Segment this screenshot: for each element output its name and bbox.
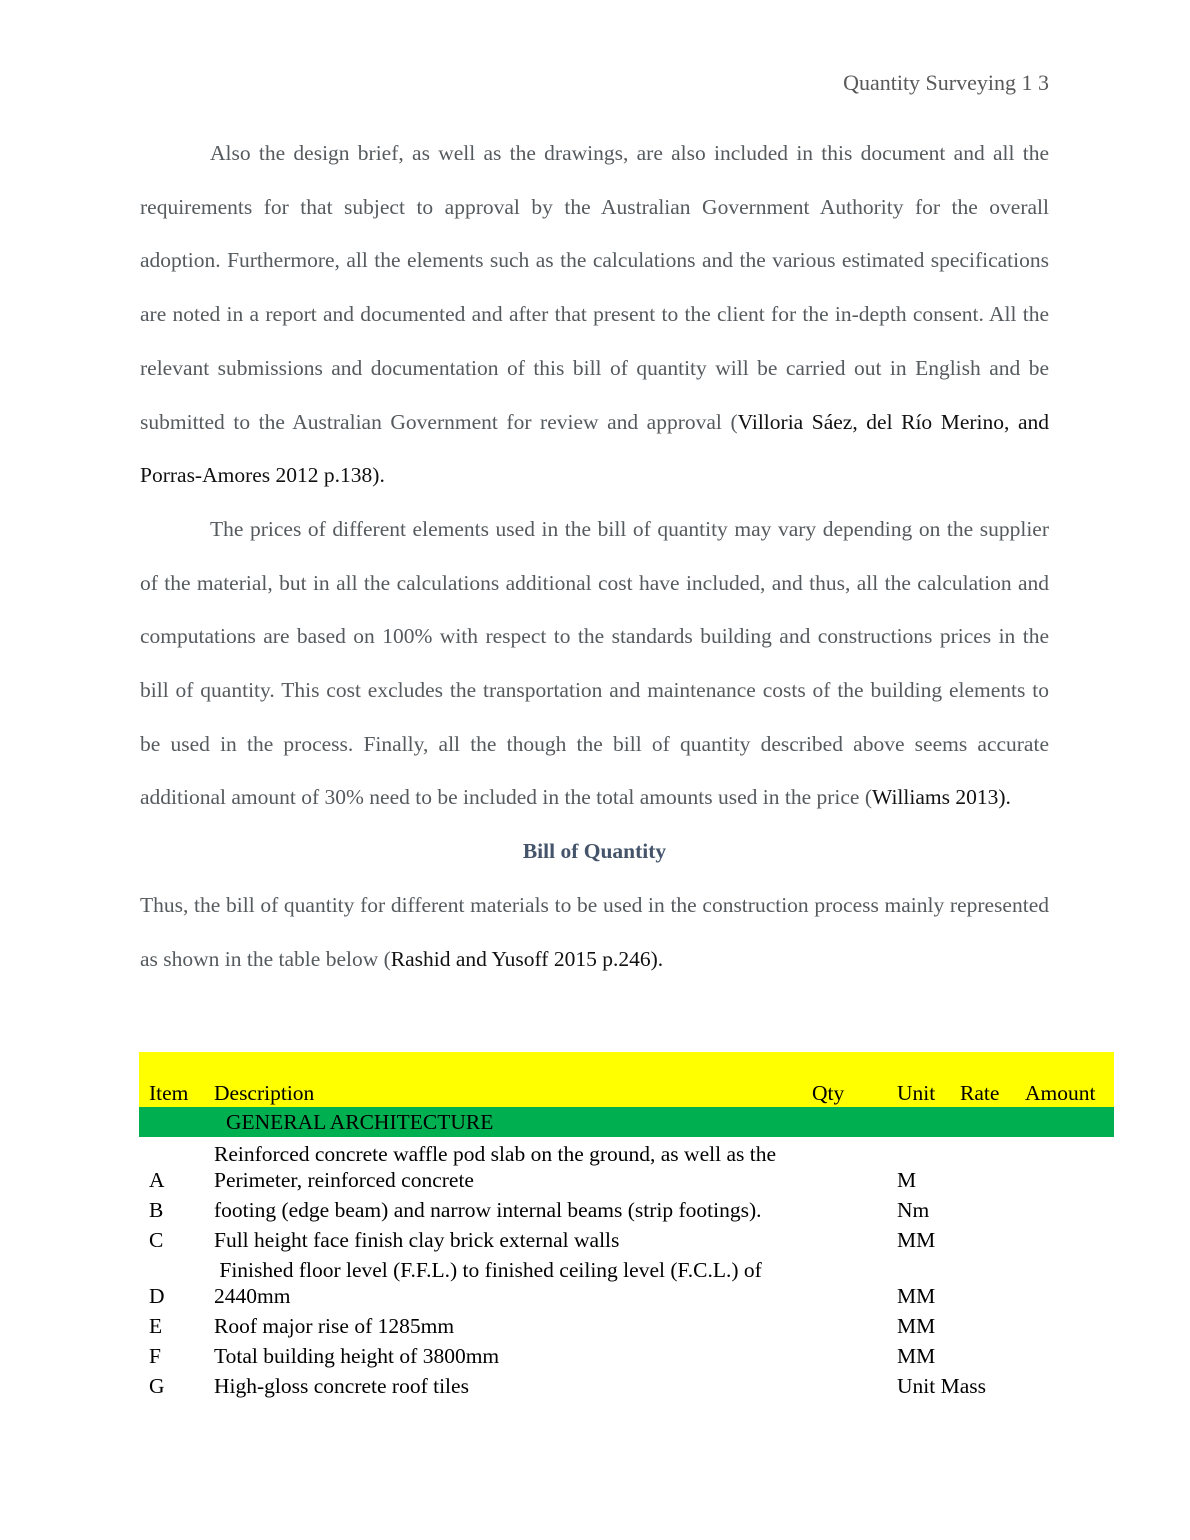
table-header-row	[139, 1052, 1114, 1107]
description-cell: Full height face finish clay brick external walls	[214, 1228, 620, 1252]
citation-3: Rashid and Yusoff 2015 p.246).	[390, 946, 664, 971]
item-cell: F	[149, 1344, 161, 1368]
header-item: Item	[139, 1052, 204, 1107]
header-description: Description	[204, 1052, 802, 1107]
unit-cell: MM	[897, 1228, 936, 1252]
unit-cell: MM	[897, 1344, 936, 1368]
table-row	[139, 1137, 1114, 1193]
description-line: Reinforced concrete waffle pod slab on the ground, as well as the	[214, 1142, 776, 1166]
unit-cell: Unit Mass	[897, 1374, 986, 1398]
description-cell	[204, 1253, 802, 1309]
unit-cell: M	[897, 1168, 917, 1192]
bill-of-quantity-table	[139, 1052, 1114, 1399]
description-line: Perimeter, reinforced concrete	[214, 1168, 474, 1192]
page-header: Quantity Surveying 1 3	[843, 70, 1049, 95]
header-amount: Amount	[1015, 1052, 1114, 1107]
qty-cell	[802, 1369, 887, 1399]
qty-cell	[802, 1339, 887, 1369]
table-row	[139, 1309, 1114, 1339]
section-row	[139, 1107, 1114, 1137]
description-cell: High-gloss concrete roof tiles	[214, 1374, 469, 1398]
item-cell: D	[149, 1284, 165, 1308]
citation-1: Villoria Sáez, del Río Merino, and Porras-Amores 2012 p.138).	[140, 409, 1049, 488]
table-row	[139, 1193, 1114, 1223]
body-text	[140, 127, 1049, 986]
header-unit: Unit	[887, 1052, 950, 1107]
qty-cell	[802, 1309, 887, 1339]
paragraph-2-text: The prices of different elements used in the bill of quantity may vary depending on the supplier of the material, but in all the calculations additional cost have included, and thus, all the calculation and computations are based on 100% with respect to the standards building and constructions prices in the bill of quantity. This cost excludes the transportation and maintenance costs of the building elements to be used in the process. Finally, all the though the bill of quantity described above seems accurate additional amount of 30% need to be included in the total amounts used in the price (	[140, 516, 1049, 810]
citation-2: Williams 2013).	[872, 785, 1011, 810]
header-qty: Qty	[802, 1052, 887, 1107]
header-rate: Rate	[950, 1052, 1015, 1107]
unit-cell: Nm	[897, 1198, 930, 1222]
section-heading: Bill of Quantity	[522, 839, 667, 864]
description-cell: Total building height of 3800mm	[214, 1344, 500, 1368]
description-cell: footing (edge beam) and narrow internal beams (strip footings).	[214, 1198, 762, 1222]
item-cell: G	[149, 1374, 165, 1398]
section-label: GENERAL ARCHITECTURE	[139, 1107, 1114, 1137]
item-cell: C	[149, 1228, 164, 1252]
unit-cell: MM	[897, 1314, 936, 1338]
description-cell: Roof major rise of 1285mm	[214, 1314, 455, 1338]
table-row	[139, 1223, 1114, 1253]
qty-cell	[802, 1137, 887, 1193]
qty-cell	[802, 1223, 887, 1253]
description-line: 2440mm	[214, 1284, 291, 1308]
qty-cell	[802, 1193, 887, 1223]
item-cell: A	[149, 1168, 165, 1192]
description-line: Finished floor level (F.F.L.) to finished ceiling level (F.C.L.) of	[214, 1258, 762, 1282]
table-row	[139, 1369, 1114, 1399]
table-row	[139, 1339, 1114, 1369]
item-cell: B	[149, 1198, 164, 1222]
qty-cell	[802, 1253, 887, 1309]
item-cell: E	[149, 1314, 163, 1338]
paragraph-3	[140, 879, 1049, 986]
paragraph-3-text: Thus, the bill of quantity for different materials to be used in the construction process mainly represented as shown in the table below (	[140, 892, 1049, 971]
table-row	[139, 1253, 1114, 1309]
unit-cell: MM	[897, 1284, 936, 1308]
description-cell	[204, 1137, 802, 1193]
paragraph-2	[140, 503, 1049, 825]
paragraph-1	[140, 127, 1049, 503]
paragraph-1-text: Also the design brief, as well as the drawings, are also included in this document and all the requirements for that subject to approval by the Australian Government Authority for the overall adoption. Furthermore, all the elements such as the calculations and the various estimated specifications are noted in a report and documented and after that present to the client for the in-depth consent. All the relevant submissions and documentation of this bill of quantity will be carried out in English and be submitted to the Australian Government for review and approval (	[140, 141, 1049, 434]
